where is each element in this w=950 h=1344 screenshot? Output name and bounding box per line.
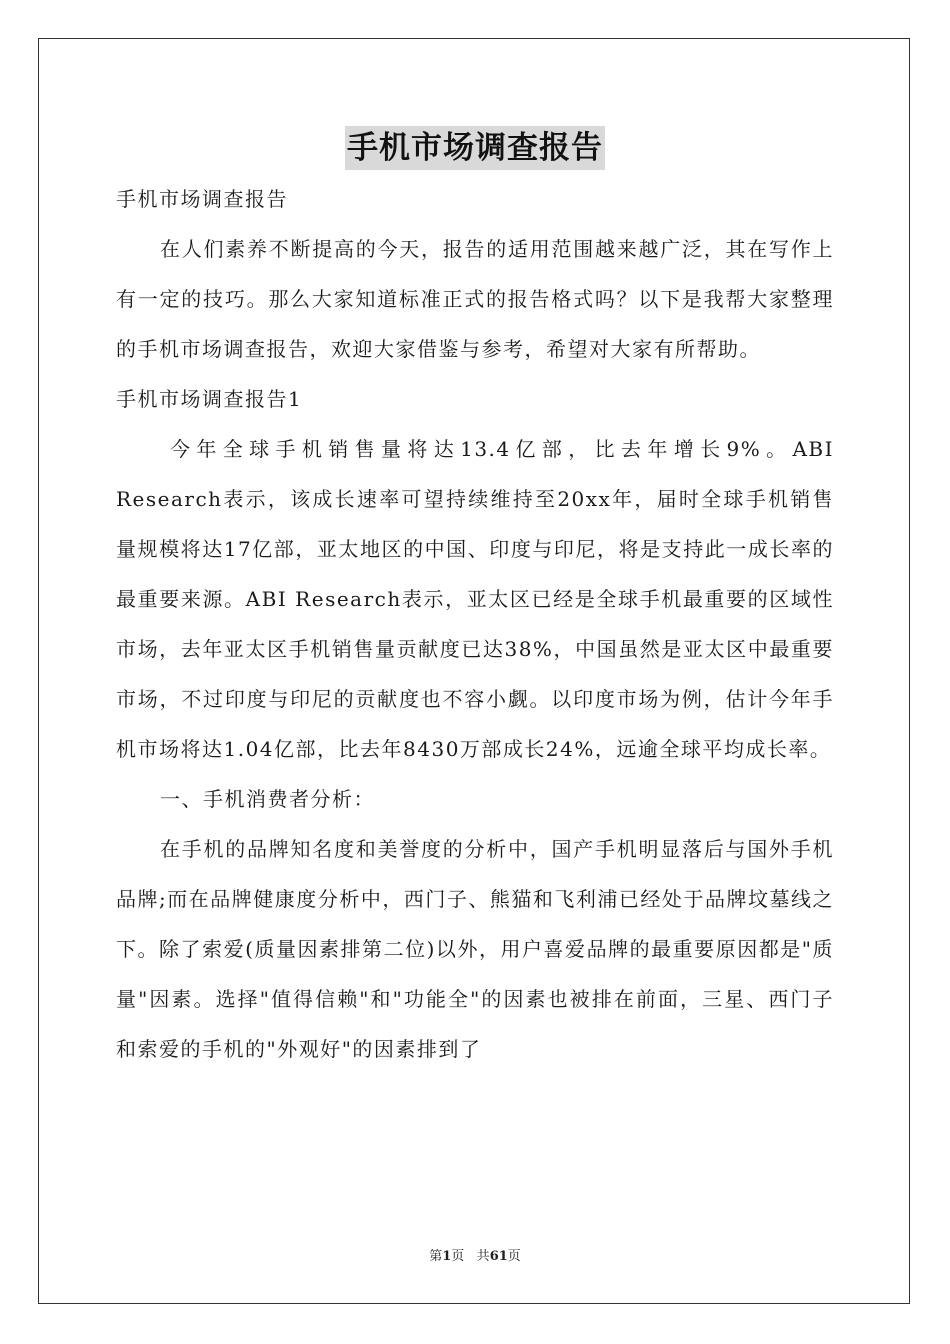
subtitle-paragraph: 手机市场调查报告 (116, 187, 288, 211)
page-number: 1 (442, 1249, 452, 1264)
title-container (0, 126, 950, 170)
total-suffix: 页 (507, 1249, 521, 1264)
page-suffix: 页 (451, 1249, 465, 1264)
market-paragraph: 今年全球手机销售量将达13.4亿部，比去年增长9%。ABI Research表示，该成长速率可望持续维持至20xx年，届时全球手机销售量规模将达17亿部，亚太地区的中国、印度与印尼，将是支持此一成长率的最重要来源。ABI Research表示，亚太区已经是全球手机最重要的区域性市场，去年亚太区手机销售量贡献度已达38%，中国虽然是亚太区中最重要市场，不过印度与印尼的贡献度也不容小觑。以印度市场为例，估计今年手机市场将达1.04亿部，比去年8430万部成长24%，远逾全球平均成长率。 (116, 437, 834, 761)
document-title: 手机市场调查报告 (345, 126, 605, 170)
page-prefix: 第 (429, 1249, 443, 1264)
section-heading-report-1: 手机市场调查报告1 (116, 387, 303, 411)
brand-analysis-paragraph: 在手机的品牌知名度和美誉度的分析中，国产手机明显落后与国外手机品牌;而在品牌健康度分析中，西门子、熊猫和飞利浦已经处于品牌坟墓线之下。除了索爱(质量因素排第二位)以外，用户喜爱品牌的最重要原因都是"质量"因素。选择"值得信赖"和"功能全"的因素也被排在前面，三星、西门子和索爱的手机的"外观好"的因素排到了 (116, 837, 834, 1061)
total-prefix: 共 (476, 1249, 490, 1264)
document-body (116, 174, 834, 1074)
section-heading-consumer-analysis: 一、手机消费者分析： (160, 787, 375, 811)
page-footer (0, 1248, 950, 1266)
total-pages: 61 (489, 1249, 508, 1264)
intro-paragraph: 在人们素养不断提高的今天，报告的适用范围越来越广泛，其在写作上有一定的技巧。那么大家知道标准正式的报告格式吗？以下是我帮大家整理的手机市场调查报告，欢迎大家借鉴与参考，希望对大家有所帮助。 (116, 237, 834, 361)
